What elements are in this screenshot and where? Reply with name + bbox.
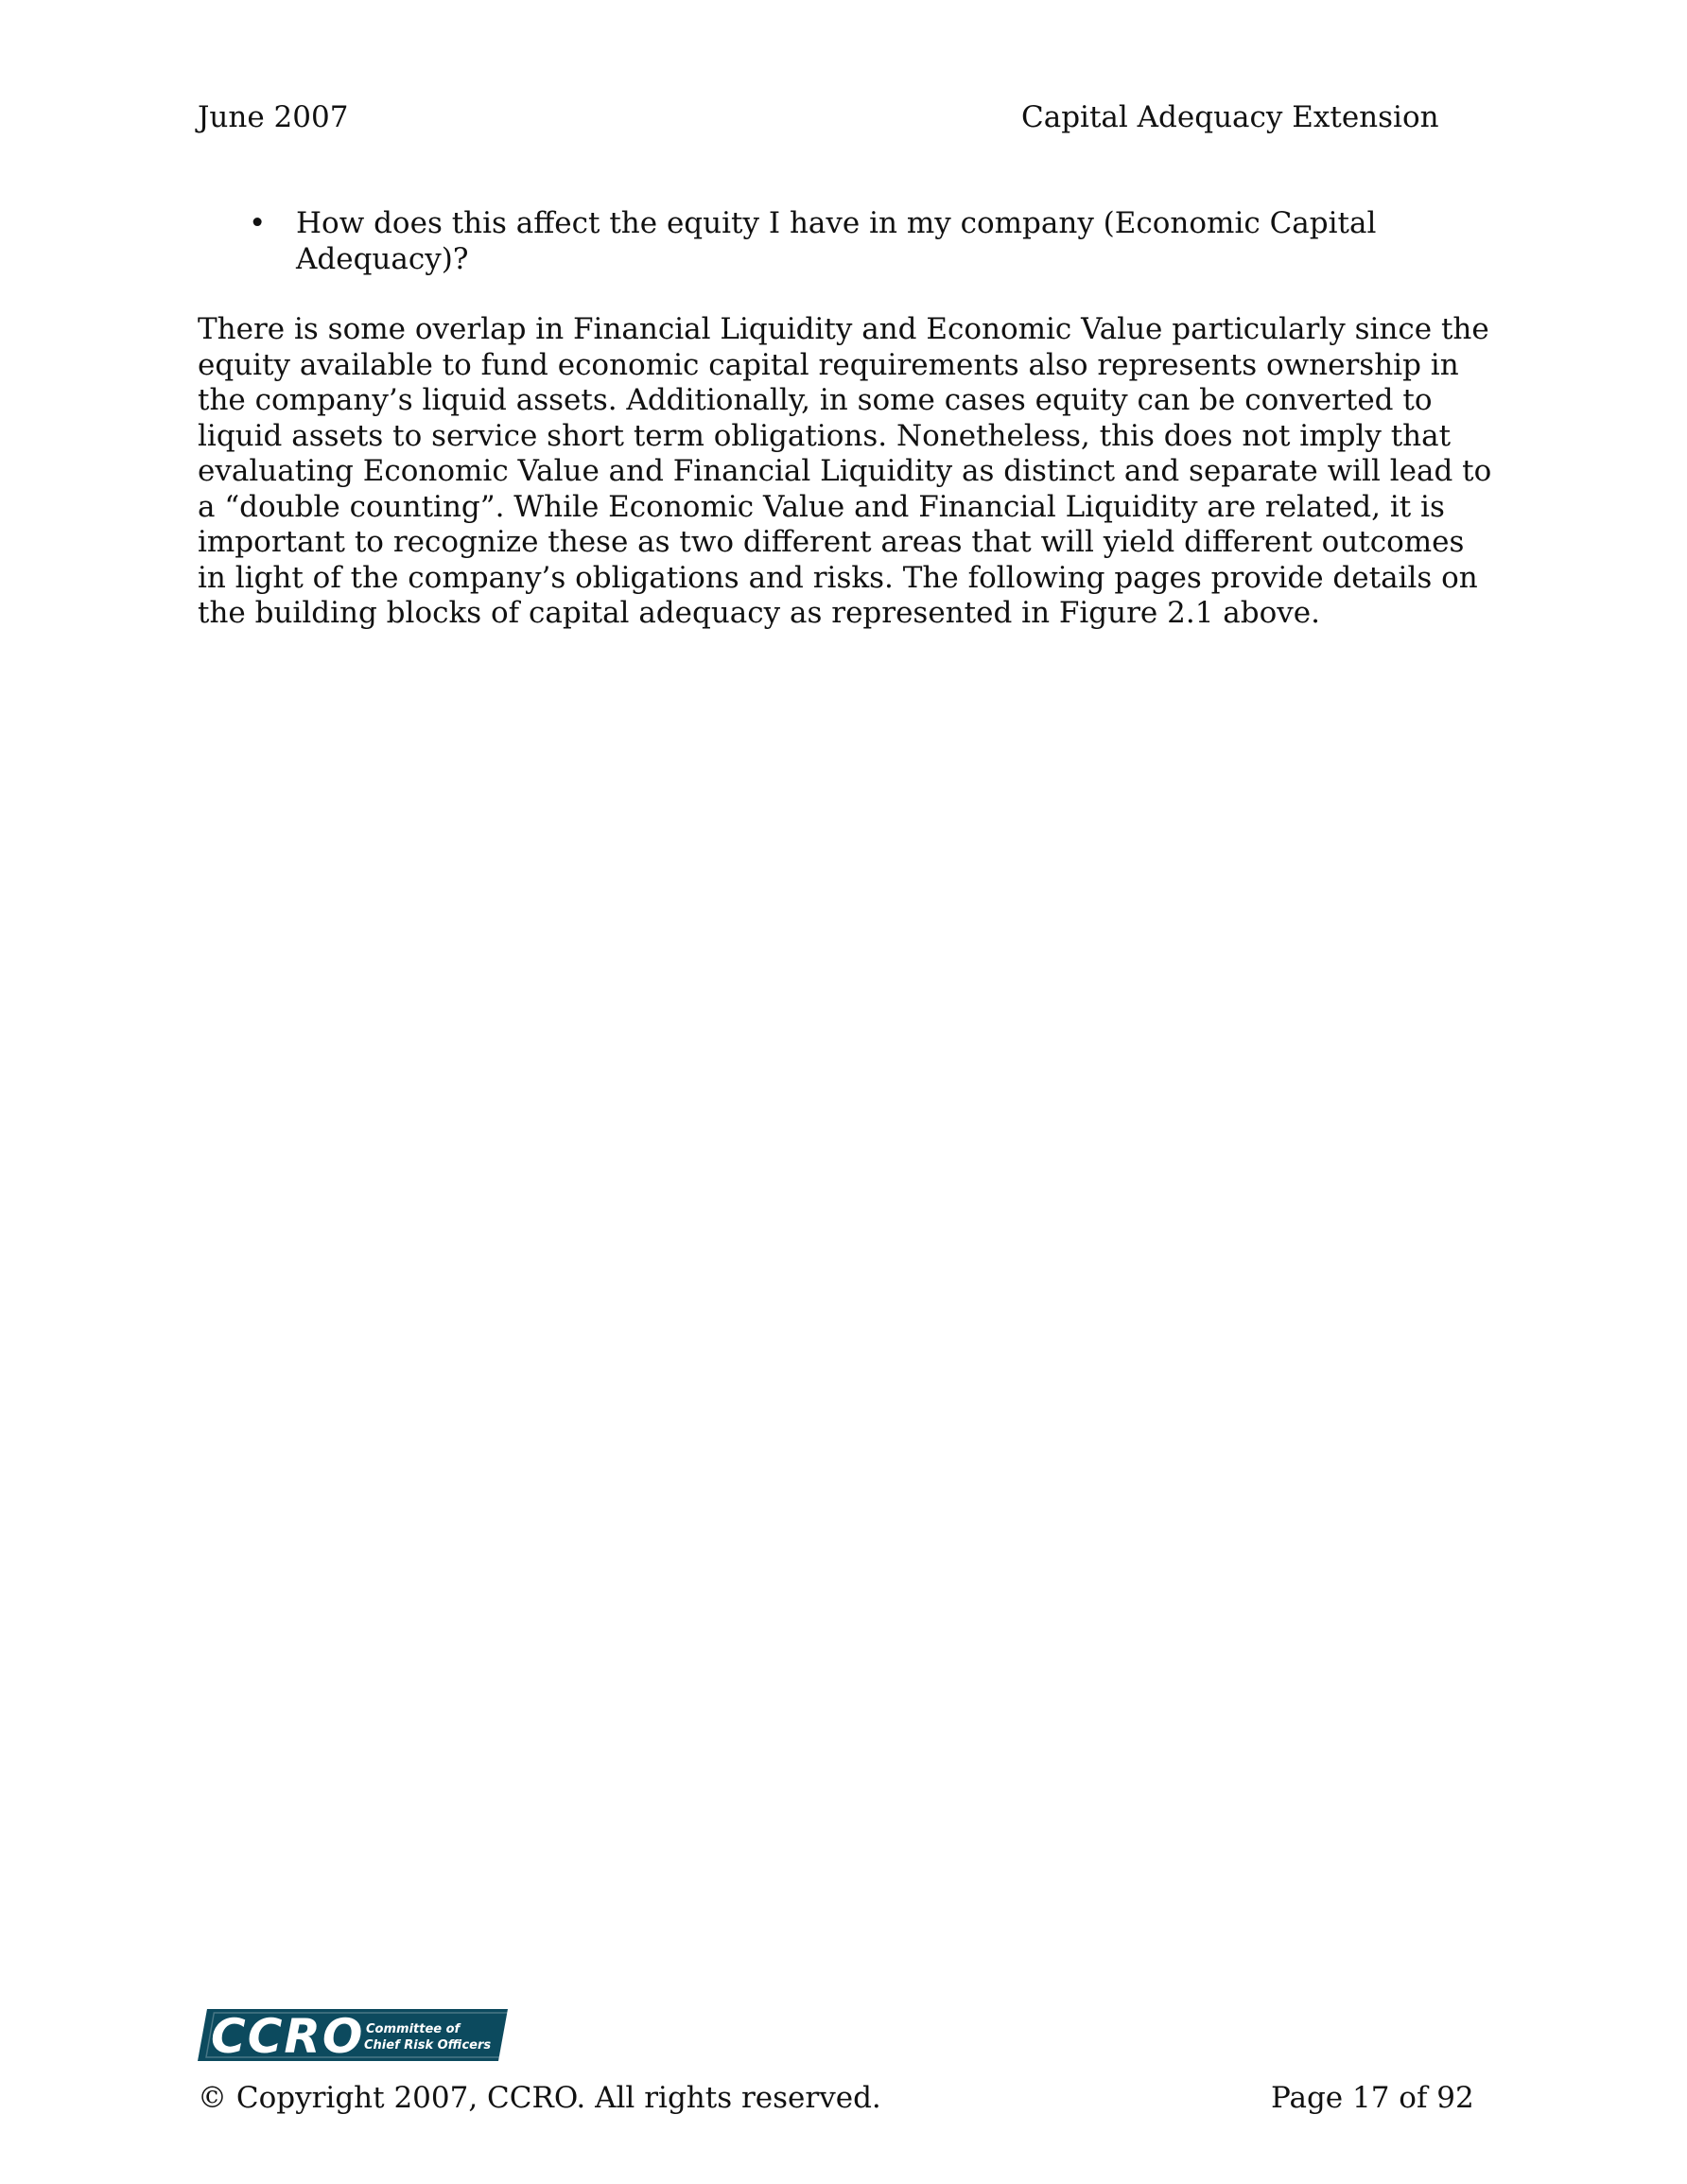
header-title: Capital Adequacy Extension [1021, 100, 1439, 134]
body-paragraph: There is some overlap in Financial Liquidity and Economic Value particularly since the equity available to fund economic capital requirements also represents ownership in the company’s liquid assets. Additionally, in some cases equity can be converted to liquid assets to service short term obligations. Nonetheless, this does not imply that evaluating Economic Value and Financial Liquidity as distinct and separate will lead to a “double counting”. While Economic Value and Financial Liquidity are related, it is important to recognize these as two different areas that will yield different outcomes in light of the company’s obligations and risks. The following pages provide details on the building blocks of capital adequacy as represented in Figure 2.1 above. [198, 312, 1492, 630]
footer-page-number: Page 17 of 92 [1271, 2081, 1474, 2115]
ccro-logo [198, 2009, 508, 2061]
bullet-text: How does this affect the equity I have in my company (Economic Capital Adequacy)? [296, 206, 1377, 276]
header-date: June 2007 [198, 100, 349, 134]
bullet-item [198, 206, 1493, 277]
logo-acronym: CCRO [211, 2009, 365, 2061]
logo-line-2: Chief Risk Officers [364, 2038, 492, 2053]
bullet-list [198, 206, 1493, 277]
footer-copyright: © Copyright 2007, CCRO. All rights reserved. [198, 2081, 881, 2115]
bullet-icon: • [249, 206, 267, 240]
logo-line-1: Committee of [366, 2022, 461, 2036]
